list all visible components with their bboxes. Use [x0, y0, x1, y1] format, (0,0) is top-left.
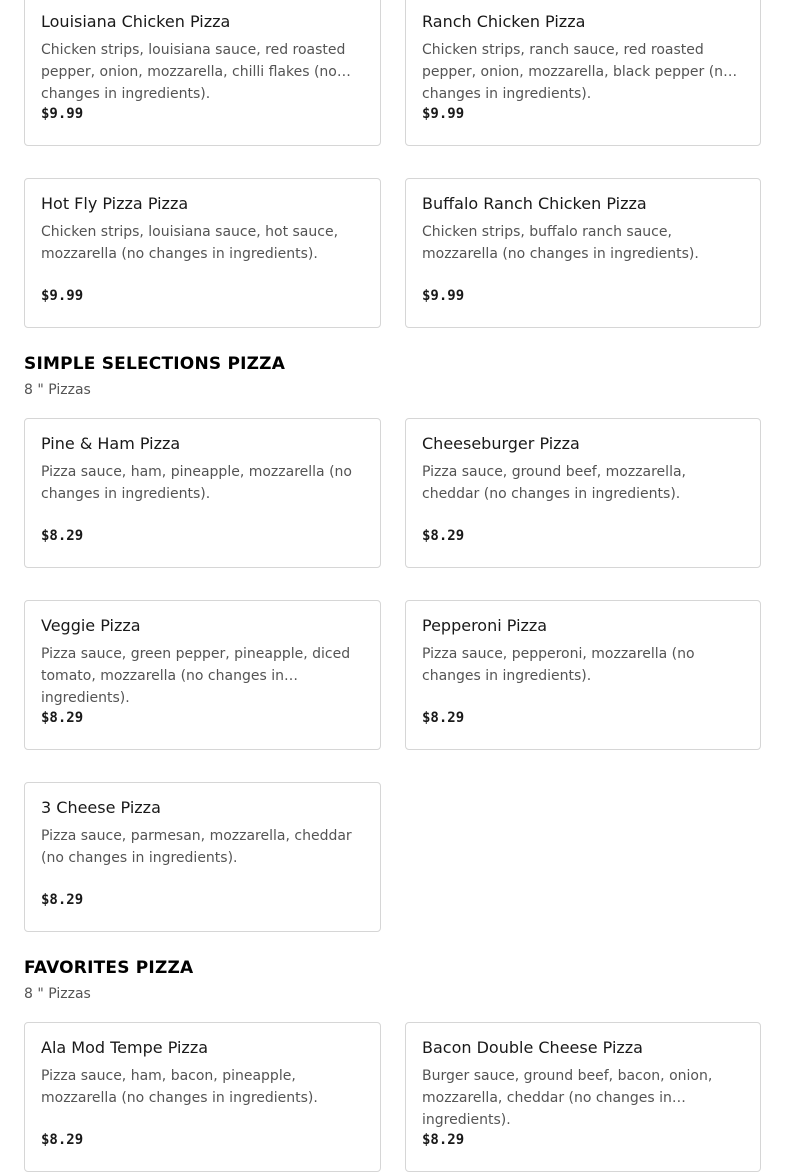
item-description: Chicken strips, ranch sauce, red roasted pepper, onion, mozzarella, black pepper (no changes in ingredients). — [422, 42, 732, 102]
item-title: Ala Mod Tempe Pizza — [41, 1038, 209, 1057]
menu-item-card[interactable] — [24, 0, 381, 146]
item-price: $8.29 — [422, 528, 465, 544]
section-subtitle: 8 " Pizzas — [24, 986, 91, 1002]
item-description: Chicken strips, buffalo ranch sauce, mozzarella (no changes in ingredients). — [422, 224, 699, 262]
menu-item-card[interactable] — [24, 178, 381, 328]
item-title: Pine & Ham Pizza — [41, 434, 181, 453]
item-description: Burger sauce, ground beef, bacon, onion, mozzarella, cheddar (no changes in ingredients). — [422, 1068, 713, 1128]
item-title: Ranch Chicken Pizza — [422, 12, 586, 31]
menu-item-card[interactable] — [24, 418, 381, 568]
item-description: Pizza sauce, ham, pineapple, mozzarella (no changes in ingredients). — [41, 464, 352, 502]
menu-item-card[interactable] — [24, 1022, 381, 1172]
item-price: $9.99 — [41, 288, 84, 304]
item-price: $8.29 — [422, 1132, 465, 1148]
item-price: $8.29 — [41, 1132, 84, 1148]
menu-item-card[interactable] — [405, 178, 761, 328]
item-title: Louisiana Chicken Pizza — [41, 12, 231, 31]
section-title: FAVORITES PIZZA — [24, 958, 194, 978]
item-title: 3 Cheese Pizza — [41, 798, 161, 817]
item-price: $9.99 — [41, 106, 84, 122]
item-description: Pizza sauce, pepperoni, mozzarella (no changes in ingredients). — [422, 646, 695, 684]
item-price: $8.29 — [41, 528, 84, 544]
menu-item-card[interactable] — [24, 782, 381, 932]
menu-item-card[interactable] — [405, 0, 761, 146]
item-price: $8.29 — [41, 710, 84, 726]
menu-item-card[interactable] — [405, 600, 761, 750]
section-subtitle: 8 " Pizzas — [24, 382, 91, 398]
item-description: Chicken strips, louisiana sauce, red roasted pepper, onion, mozzarella, chilli flakes (no changes in ingredients). — [41, 42, 346, 102]
menu-item-card[interactable] — [405, 418, 761, 568]
item-description: Pizza sauce, ground beef, mozzarella, cheddar (no changes in ingredients). — [422, 464, 686, 502]
section-title: SIMPLE SELECTIONS PIZZA — [24, 354, 286, 374]
item-title: Hot Fly Pizza Pizza — [41, 194, 189, 213]
item-price: $8.29 — [41, 892, 84, 908]
item-title: Pepperoni Pizza — [422, 616, 548, 635]
item-price: $8.29 — [422, 710, 465, 726]
item-title: Veggie Pizza — [41, 616, 141, 635]
item-description: Chicken strips, louisiana sauce, hot sauce, mozzarella (no changes in ingredients). — [41, 224, 339, 262]
menu-item-card[interactable] — [405, 1022, 761, 1172]
item-price: $9.99 — [422, 106, 465, 122]
item-price: $9.99 — [422, 288, 465, 304]
item-description: Pizza sauce, parmesan, mozzarella, cheddar (no changes in ingredients). — [41, 828, 352, 866]
item-title: Bacon Double Cheese Pizza — [422, 1038, 643, 1057]
item-title: Buffalo Ranch Chicken Pizza — [422, 194, 647, 213]
item-description: Pizza sauce, ham, bacon, pineapple, mozzarella (no changes in ingredients). — [41, 1068, 318, 1106]
item-description: Pizza sauce, green pepper, pineapple, diced tomato, mozzarella (no changes in ingredients). — [41, 646, 351, 706]
item-title: Cheeseburger Pizza — [422, 434, 580, 453]
menu-item-card[interactable] — [24, 600, 381, 750]
